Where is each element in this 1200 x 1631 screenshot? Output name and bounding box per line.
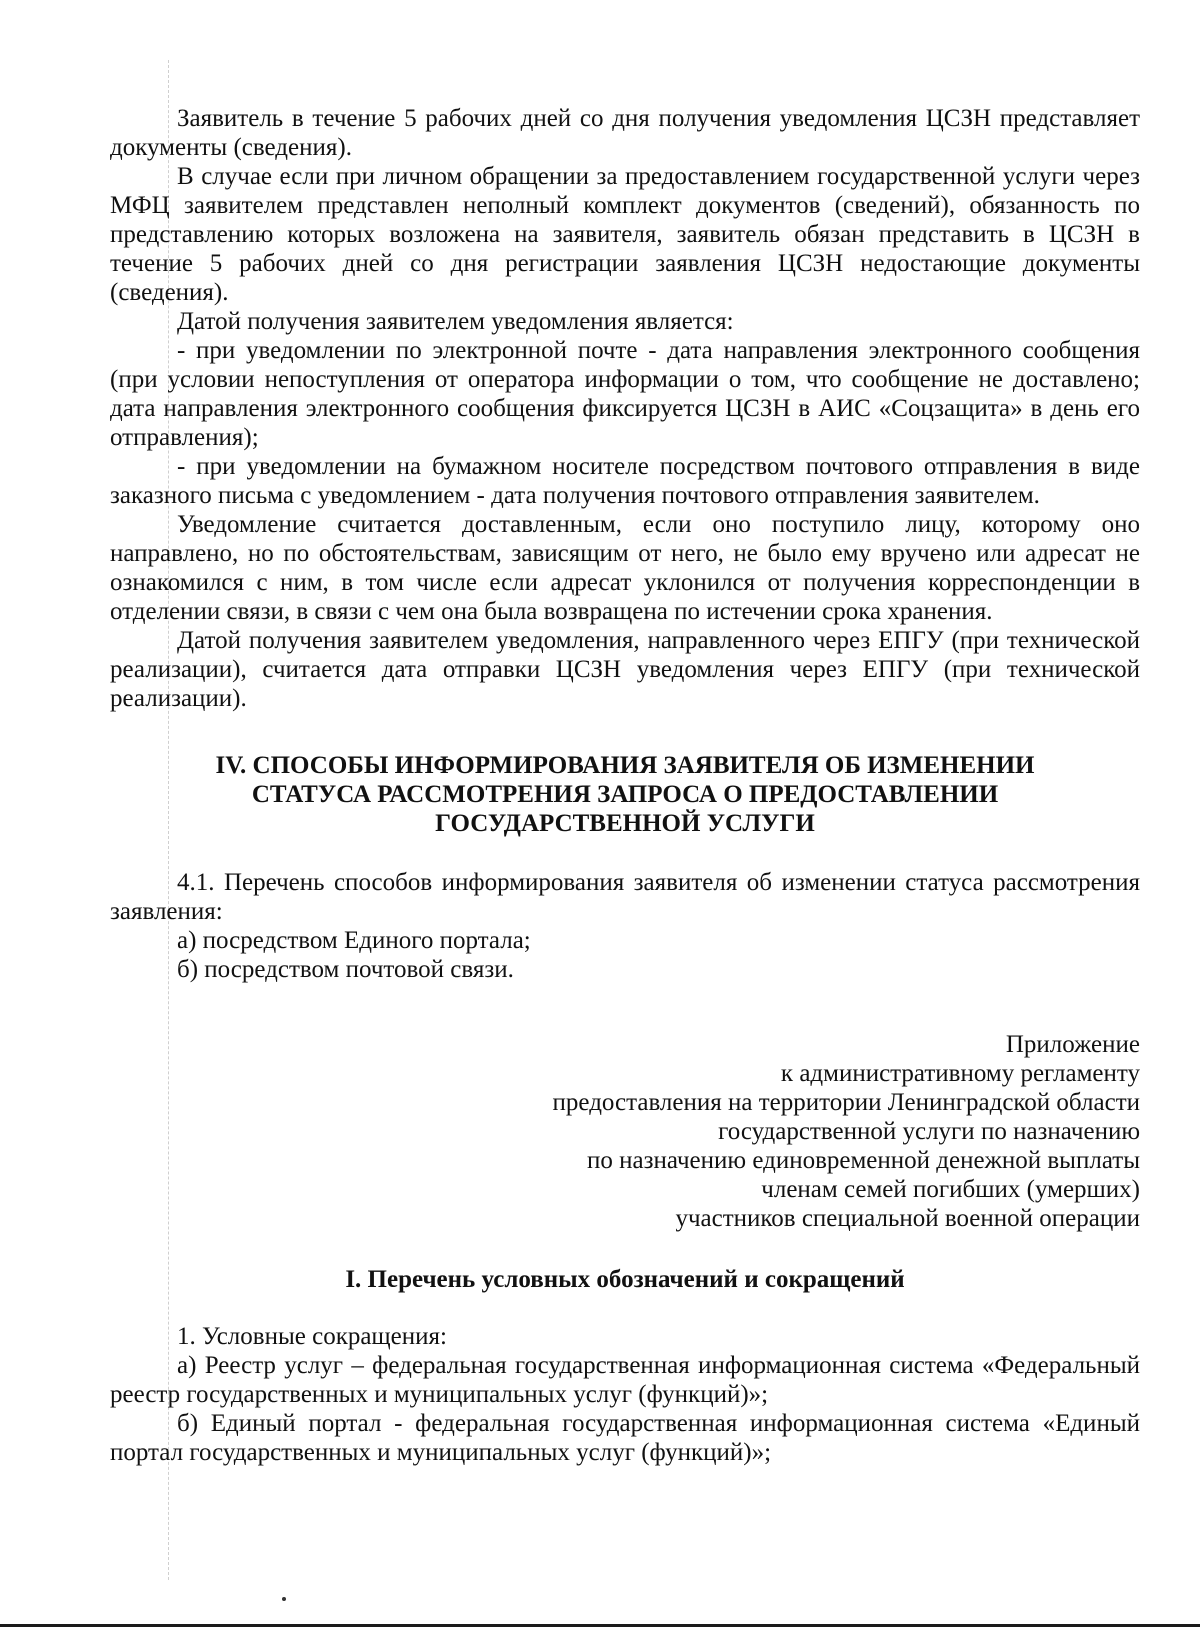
section-4-heading-line: IV. СПОСОБЫ ИНФОРМИРОВАНИЯ ЗАЯВИТЕЛЯ ОБ ИЗМЕНЕНИИ xyxy=(215,752,1035,779)
paragraph: Уведомление считается доставленным, если оно поступило лицу, которому оно направлено, но по обстоятельствам, зависящим от него, не было ему вручено или адресат не ознакомился с ним, в том числе если адресат уклонился от получения корреспонденции в отделении связи, в связи с чем она была возвращена по истечении срока хранения. xyxy=(110,511,1140,625)
list-item: б) посредством почтовой связи. xyxy=(177,956,514,983)
scan-speck xyxy=(282,1597,286,1601)
list-item: б) Единый портал - федеральная государственная информационная система «Единый портал государственных и муниципальных услуг (функций)»; xyxy=(110,1410,1140,1466)
paragraph: 4.1. Перечень способов информирования заявителя об изменении статуса рассмотрения заявления: xyxy=(110,869,1140,925)
paragraph: 1. Условные сокращения: xyxy=(177,1323,447,1350)
paragraph: - при уведомлении по электронной почте - дата направления электронного сообщения (при условии непоступления от оператора информации о том, что сообщение не доставлено; дата направления электронного сообщения фиксируется ЦСЗН в АИС «Соцзащита» в день его отправления); xyxy=(110,337,1140,451)
list-item: а) Реестр услуг – федеральная государственная информационная система «Федеральный реестр государственных и муниципальных услуг (функций)»; xyxy=(110,1352,1140,1408)
paragraph: Датой получения заявителем уведомления, направленного через ЕПГУ (при технической реализации), считается дата отправки ЦСЗН уведомления через ЕПГУ (при технической реализации). xyxy=(110,627,1140,712)
appendix-line: членам семей погибших (умерших) xyxy=(761,1176,1140,1203)
paragraph: Датой получения заявителем уведомления является: xyxy=(177,308,734,335)
paragraph: Заявитель в течение 5 рабочих дней со дня получения уведомления ЦСЗН представляет документы (сведения). xyxy=(110,105,1140,161)
paragraph: В случае если при личном обращении за предоставлением государственной услуги через МФЦ заявителем представлен неполный комплект документов (сведений), обязанность по представлению которых возложена на заявителя, заявитель обязан представить в ЦСЗН в течение 5 рабочих дней со дня регистрации заявления ЦСЗН недостающие документы (сведения). xyxy=(110,163,1140,306)
section-4-heading xyxy=(110,751,1140,838)
appendix-line: к административному регламенту xyxy=(780,1060,1140,1087)
appendix-line: Приложение xyxy=(1005,1031,1140,1058)
appendix-line: предоставления на территории Ленинградской области xyxy=(552,1089,1140,1116)
scan-bottom-edge xyxy=(0,1624,1200,1627)
section-4-heading-line: СТАТУСА РАССМОТРЕНИЯ ЗАПРОСА О ПРЕДОСТАВЛЕНИИ xyxy=(251,781,999,808)
appendix-caption xyxy=(110,1030,1140,1233)
appendix-line: участников специальной военной операции xyxy=(675,1205,1140,1232)
appendix-line: государственной услуги по назначению xyxy=(718,1118,1140,1145)
section-1-heading: I. Перечень условных обозначений и сокращений xyxy=(345,1266,905,1293)
list-item: а) посредством Единого портала; xyxy=(177,927,531,954)
document-body xyxy=(110,104,1140,1467)
appendix-line: по назначению единовременной денежной выплаты xyxy=(587,1147,1140,1174)
paragraph: - при уведомлении на бумажном носителе посредством почтового отправления в виде заказного письма с уведомлением - дата получения почтового отправления заявителем. xyxy=(110,453,1140,509)
section-4-heading-line: ГОСУДАРСТВЕННОЙ УСЛУГИ xyxy=(435,810,815,837)
